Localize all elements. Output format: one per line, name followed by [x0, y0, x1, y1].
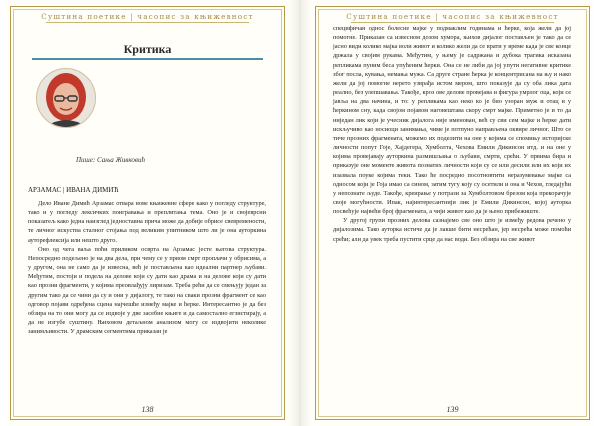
author-portrait	[36, 68, 96, 128]
running-head: Суштина поетике | часопис за књижевност	[346, 12, 559, 21]
running-head: Суштина поетике | часопис за књижевност	[41, 12, 254, 21]
paragraph: специфичан однос болесне мајке у подмаклим годинама и ћерке, која жели да јој помогне. Приказан са извесном дозом хумора, њихов дијалог постављен је тако да се јасно види колико мајка воли живот и колико жели да се врати у време када је све конце држала у својим рукама. Међутим, у њему је садржана и дубока трагика исказана репликама пуним беса упућеним ћерки. Она се не либи да јој упути негативне критике због посла, кувања, немања мужа. Са друге стране ћерка је концентрисана на њу и нако жели да јој помогне нерето узврађа истом мером, што показује да су оба лика дата реално, без улепшавања. Такође, кроз ове делове провејава и фигура умрлог оца, који се јавља на два начина, и то: у репликама као неко ко је био узоран муж и отац и у ћеркином сну, када својом појавом наговештава скору смрт мајке. Приметно је и то да ниједан лик који је учесник дијалога није именован, већ су сви сем мајке и ћерке дати искључиво као носиоци занимања, чиме је потпуно направљена оквире личног. Што се тиче прозних фрагмената, можемо их поделити на оне у којима се спомињу историјске личности попут Гоје, Хајдегера, Хумболта, Чехова Емили Дикинсон итд. и на оне у којима провејавају ауторкина размишљања о љубави, смрти, срећи. У првима бира и приказује оне моменте живота познатих личности који су се или десили или их који их изазвала поуке којима теки. Тако ће посредно посотновтити неразумевање мајке са односом који је Гоја имао са сином, затим тугу коју су осетили и она и Чехов, гледајући у непознате људе. Такође, креирање у потрази за Хумболтовом брезом која прекорачује своје могућности. Ипак, најинтересантнији лик је Емили Дикинсон, којој ауторка посвећује највећи број фрагмената, а чији живот као да је њено прибежиште.	[333, 25, 571, 216]
paragraph: Оно од чега ваља поћи приликом осврта на Арзамас јесте његова структура. Непосредно подељено је на два дела, при чему се у првом смрт проплачи у обрисима, а у другом, она не само да је извесна, већ је постављена као идеални партнер љубави. Међутим, постоји и подела на делове који су дати као драма и на делове који су дати као прозни фрагменти, у којима преовлађују лиризам. Треба рећи да се смењују један за другим тако да се чини да су и они у дијалогу, те тако на сваки прозни фрагмент се као одговор појави одређена сцена најчешће између мајке и ћерке. Интересантно је да без обзира на то они могу да се издвоје у две засебне књиге и да самостално егзистирају, а да не изгубе суштину. Њиховом детаљном анализом могу се издвојити неколике занимљивости. У драмским сегментима приказан је	[28, 245, 266, 336]
right-page	[311, 0, 594, 426]
portrait-image	[37, 69, 95, 127]
paragraph: Дело Иване Димић Арзамас отвара нове књижевне сфере како у погледу структуре, тако и у погледу лексичких поигравања и преплитања тема. Оно је и својеврсни показатељ како једна наизглед једноставна прича може да добије обрисе свевремености, те личног искуства сталног стојања под великим упитником што ли је она ауторкина ауторефлексија или нешто друго.	[28, 200, 266, 244]
section-title: Критика	[32, 40, 263, 60]
running-head-rule	[46, 22, 249, 23]
running-head-rule	[351, 22, 554, 23]
book-spine	[289, 0, 311, 426]
page-number: 138	[141, 405, 154, 414]
author-byline: Пише: Сања Живковић	[76, 156, 145, 164]
paragraph: У другој групи прозних делова сазнајемо све оно што је између редова речено у дијалозима. Тако ауторка истиче да је лакше бити несрећан, јер несрећа може помоћи срећи; али да увек треба пустити срце да нас води. Без обзира на све живот	[333, 217, 571, 243]
left-page	[6, 0, 289, 426]
left-body-text	[28, 199, 266, 336]
right-body-text	[333, 24, 571, 244]
article-heading: АРЗАМАС | ИВАНА ДИМИЋ	[28, 186, 119, 194]
page-number: 139	[446, 405, 459, 414]
